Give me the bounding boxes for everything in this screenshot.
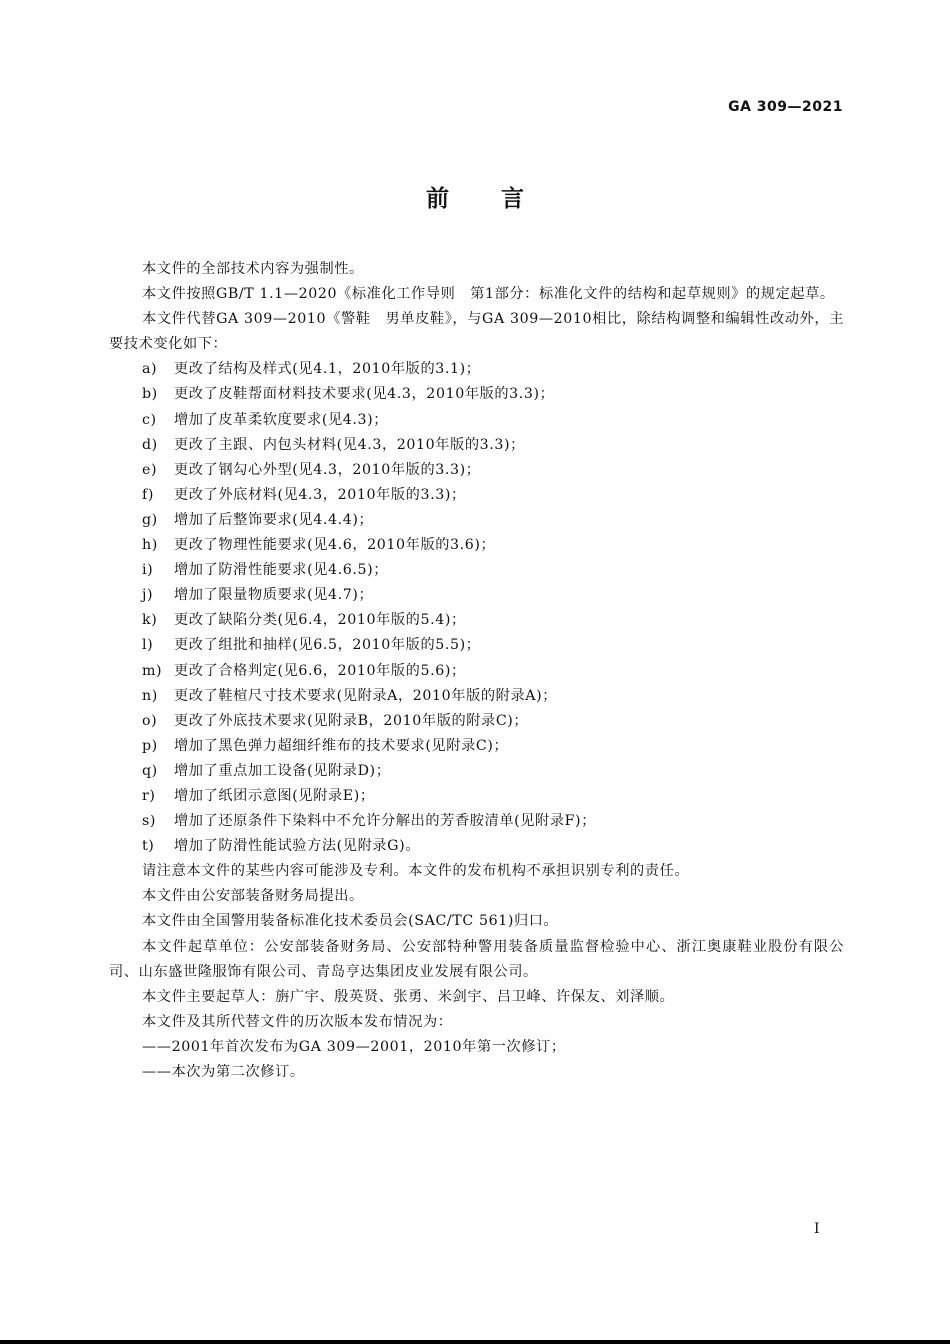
paragraph: 请注意本文件的某些内容可能涉及专利。本文件的发布机构不承担识别专利的责任。 — [142, 863, 690, 880]
page-title: 前言 — [426, 185, 576, 212]
list-item — [109, 533, 844, 558]
paragraph: 本文件由全国警用装备标准化技术委员会(SAC/TC 561)归口。 — [142, 913, 559, 930]
paragraph: 本文件主要起草人：旃广宇、殷英贤、张勇、米剑宇、吕卫峰、许保友、刘泽顺。 — [142, 988, 675, 1005]
list-item — [109, 408, 844, 433]
list-item-label: t) — [142, 838, 155, 855]
paragraph: 本文件按照GB/T 1.1—2020《标准化工作导则 第1部分：标准化文件的结构和起草规则》的规定起草。 — [142, 286, 835, 303]
list-item — [109, 709, 844, 734]
list-item-label: b) — [142, 386, 158, 403]
paragraph: 本文件的全部技术内容为强制性。 — [142, 261, 364, 277]
list-item-label: q) — [142, 762, 158, 779]
list-item-text: 更改了外底技术要求(见附录B，2010年版的附录C)； — [174, 712, 529, 729]
list-item-text: 增加了纸团示意图(见附录E)； — [174, 787, 375, 804]
list-item — [109, 357, 844, 382]
list-item-label: r) — [142, 787, 156, 804]
list-item-text: 增加了重点加工设备(见附录D)； — [174, 762, 391, 779]
list-item-label: o) — [142, 712, 158, 729]
paragraph: 本文件由公安部装备财务局提出。 — [142, 888, 364, 905]
list-item — [109, 508, 844, 533]
list-item-label: l) — [142, 637, 154, 654]
history-item: ——2001年首次发布为GA 309—2001，2010年第一次修订； — [142, 1038, 566, 1055]
list-item — [109, 659, 844, 684]
list-item — [109, 684, 844, 709]
list-item-text: 增加了防滑性能要求(见4.6.5)； — [174, 562, 389, 579]
list-item — [109, 834, 844, 859]
list-item-label: a) — [142, 361, 158, 378]
list-item-label: d) — [142, 436, 158, 453]
list-item — [109, 734, 844, 759]
list-item — [109, 809, 844, 834]
list-item-label: s) — [142, 813, 157, 830]
paragraph: 本文件代替GA 309—2010《警鞋 男单皮鞋》，与GA 309—2010相比，除结构调整和编辑性改动外，主要技术变化如下： — [109, 311, 844, 353]
list-item-label: p) — [142, 737, 158, 754]
list-item-text: 更改了合格判定(见6.6，2010年版的5.6)； — [174, 662, 466, 679]
page-number: I — [814, 1221, 820, 1237]
list-item-text: 增加了还原条件下染料中不允许分解出的芳香胺清单(见附录F)； — [174, 813, 596, 830]
list-item — [109, 483, 844, 508]
list-item-text: 更改了鞋楦尺寸技术要求(见附录A，2010年版的附录A)； — [174, 687, 558, 704]
list-item-text: 更改了结构及样式(见4.1，2010年版的3.1)； — [174, 361, 481, 378]
bottom-divider — [0, 1340, 950, 1344]
list-item — [109, 759, 844, 784]
list-item-text: 更改了主跟、内包头材料(见4.3，2010年版的3.3)； — [174, 436, 525, 453]
document-body — [109, 257, 844, 1085]
list-item-label: f) — [142, 486, 154, 503]
list-item-text: 增加了后整饰要求(见4.4.4)； — [174, 511, 374, 528]
list-item — [109, 433, 844, 458]
list-item — [109, 558, 844, 583]
changes-list — [109, 357, 844, 859]
list-item-text: 更改了皮鞋帮面材料技术要求(见4.3，2010年版的3.3)； — [174, 386, 555, 403]
list-item-label: e) — [142, 461, 158, 478]
list-item-text: 增加了防滑性能试验方法(见附录G)。 — [174, 838, 421, 855]
list-item-label: k) — [142, 612, 158, 629]
list-item-text: 更改了物理性能要求(见4.6，2010年版的3.6)； — [174, 537, 496, 554]
list-item-label: i) — [142, 562, 154, 579]
list-item-label: j) — [142, 587, 154, 604]
paragraph: 本文件及其所代替文件的历次版本发布情况为： — [142, 1013, 453, 1030]
list-item — [109, 633, 844, 658]
list-item-text: 更改了钢勾心外型(见4.3，2010年版的3.3)； — [174, 461, 481, 478]
list-item-text: 更改了缺陷分类(见6.4，2010年版的5.4)； — [174, 612, 466, 629]
list-item — [109, 458, 844, 483]
paragraph: 本文件起草单位：公安部装备财务局、公安部特种警用装备质量监督检验中心、浙江奥康鞋业股份有限公司、山东盛世隆服饰有限公司、青岛亨达集团皮业发展有限公司。 — [109, 938, 844, 980]
list-item-label: c) — [142, 411, 157, 428]
list-item-text: 增加了黑色弹力超细纤维布的技术要求(见附录C)； — [174, 737, 509, 754]
list-item-text: 增加了皮革柔软度要求(见4.3)； — [174, 411, 389, 428]
list-item-label: h) — [142, 537, 158, 554]
list-item — [109, 583, 844, 608]
list-item-text: 更改了组批和抽样(见6.5，2010年版的5.5)； — [174, 637, 481, 654]
standard-code: GA 309—2021 — [728, 99, 843, 115]
list-item — [109, 784, 844, 809]
list-item — [109, 608, 844, 633]
history-item: ——本次为第二次修订。 — [142, 1064, 305, 1080]
list-item-text: 增加了限量物质要求(见4.7)； — [174, 587, 374, 604]
list-item-label: m) — [142, 662, 163, 679]
list-item — [109, 382, 844, 407]
list-item-label: g) — [142, 511, 158, 528]
list-item-label: n) — [142, 687, 158, 704]
list-item-text: 更改了外底材料(见4.3，2010年版的3.3)； — [174, 486, 466, 503]
